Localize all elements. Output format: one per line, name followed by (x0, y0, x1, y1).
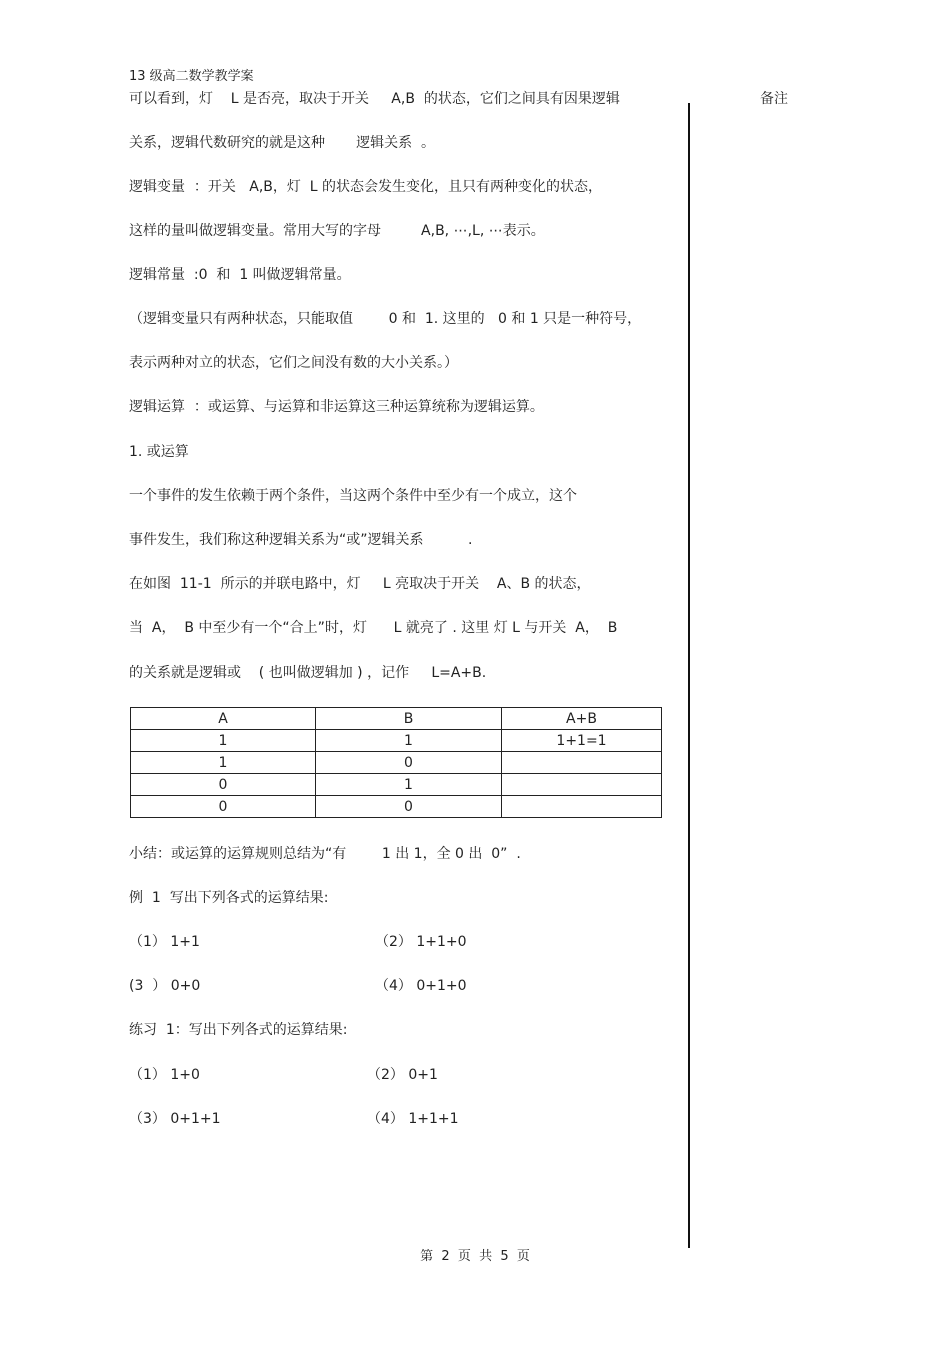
truth-table (130, 707, 662, 818)
remark-divider-line (688, 103, 690, 1248)
body-line: 的关系就是逻辑或 ( 也叫做逻辑加 ) ，记作 L=A+B. (129, 665, 487, 681)
table-cell: 1 (316, 774, 502, 796)
body-line: 这样的量叫做逻辑变量。常用大写的字母 A,B, ⋯,L, ⋯表示。 (129, 223, 545, 239)
body-line: 一个事件的发生依赖于两个条件，当这两个条件中至少有一个成立，这个 (129, 488, 577, 504)
body-line: 逻辑常量 :0 和 1 叫做逻辑常量。 (129, 267, 351, 283)
section-heading: 1. 或运算 (129, 444, 189, 460)
table-header-cell: A (131, 708, 316, 730)
exercise-title: 练习 1：写出下列各式的运算结果: (129, 1022, 348, 1038)
remark-column-label: 备注 (760, 91, 788, 107)
page-header-title: 13 级高二数学教学案 (129, 69, 254, 84)
table-row (131, 774, 662, 796)
table-row (131, 730, 662, 752)
table-cell: 1 (131, 730, 316, 752)
table-cell: 0 (131, 774, 316, 796)
table-header-cell: A+B (502, 708, 662, 730)
body-line: 当 A， B 中至少有一个“合上”时，灯 L 就亮了 . 这里 灯 L 与开关 A， B (129, 620, 618, 636)
table-header-row (131, 708, 662, 730)
table-header-cell: B (316, 708, 502, 730)
example-title: 例 1 写出下列各式的运算结果: (129, 890, 329, 906)
example-item: （4） 0+1+0 (375, 978, 467, 994)
table-cell (502, 796, 662, 818)
table-cell: 0 (316, 752, 502, 774)
summary-line: 小结：或运算的运算规则总结为“有 1 出 1，全 0 出 0” . (129, 846, 521, 862)
table-cell: 1+1=1 (502, 730, 662, 752)
table-row (131, 796, 662, 818)
body-line: 在如图 11-1 所示的并联电路中，灯 L 亮取决于开关 A、B 的状态， (129, 576, 591, 592)
exercise-item: （4） 1+1+1 (367, 1111, 459, 1127)
body-line: 表示两种对立的状态，它们之间没有数的大小关系。） (129, 355, 458, 371)
table-cell: 0 (131, 796, 316, 818)
table-cell (502, 752, 662, 774)
body-line: 逻辑运算 ：或运算、与运算和非运算这三种运算统称为逻辑运算。 (129, 399, 544, 415)
table-cell (502, 774, 662, 796)
body-line: （逻辑变量只有两种状态，只能取值 0 和 1. 这里的 0 和 1 只是一种符号， (129, 311, 642, 327)
example-item: （1） 1+1 (129, 934, 200, 950)
body-line: 事件发生，我们称这种逻辑关系为“或”逻辑关系 . (129, 532, 473, 548)
exercise-item: （1） 1+0 (129, 1067, 200, 1083)
exercise-item: （2） 0+1 (367, 1067, 438, 1083)
table-row (131, 752, 662, 774)
table-cell: 1 (131, 752, 316, 774)
table-cell: 0 (316, 796, 502, 818)
page-footer: 第 2 页 共 5 页 (420, 1249, 530, 1264)
exercise-item: （3） 0+1+1 (129, 1111, 221, 1127)
example-item: （2） 1+1+0 (375, 934, 467, 950)
table-cell: 1 (316, 730, 502, 752)
example-item: (3 ） 0+0 (129, 978, 201, 994)
body-line: 关系，逻辑代数研究的就是这种 逻辑关系 。 (129, 135, 436, 151)
body-line: 逻辑变量 ：开关 A,B，灯 L 的状态会发生变化，且只有两种变化的状态， (129, 179, 603, 195)
body-line: 可以看到，灯 L 是否亮，取决于开关 A,B 的状态，它们之间具有因果逻辑 (129, 91, 620, 107)
